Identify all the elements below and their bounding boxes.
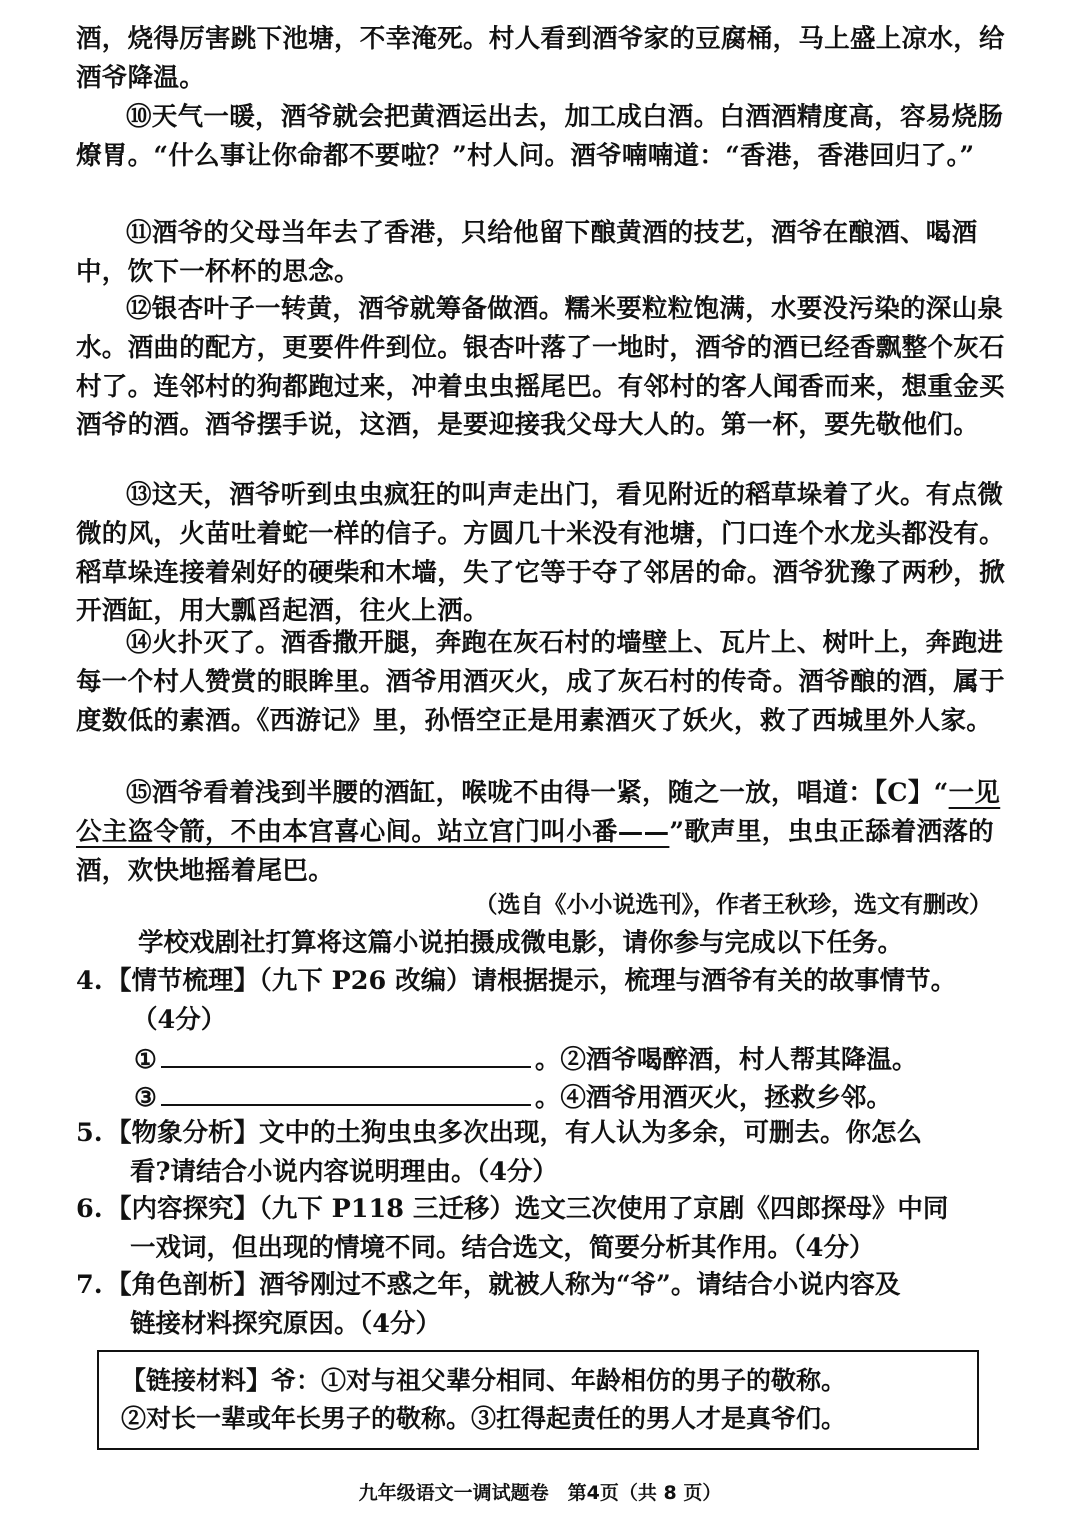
question-text-cont: 一戏词，但出现的情境不同。结合选文，简要分析其作用。（4分） — [130, 1232, 875, 1263]
blank-hint-4: 。④酒爷用酒灭火，拯救乡邻。 — [534, 1083, 892, 1113]
question-score: （4分） — [132, 1004, 227, 1035]
question-text: 【物象分析】文中的土狗虫虫多次出现，有人认为多余，可删去。你怎么 — [106, 1118, 923, 1148]
link-material-line-2: ②对长一辈或年长男子的敬称。③扛得起责任的男人才是真爷们。 — [121, 1404, 847, 1433]
blank-label-1: ① — [134, 1045, 157, 1075]
story-paragraph-15 — [76, 774, 1006, 890]
blank-label-3: ③ — [134, 1083, 157, 1113]
answer-blank-3[interactable] — [161, 1076, 531, 1106]
question-text: 【内容探究】（九下 P118 三迁移）选文三次使用了京剧《四郎探母》中同 — [106, 1194, 949, 1224]
question-text-cont: 看?请结合小说内容说明理由。（4分） — [130, 1156, 558, 1187]
plot-blank-row-1 — [134, 1038, 1004, 1079]
question-6 — [76, 1190, 1006, 1268]
question-number: 6. — [76, 1194, 103, 1224]
plot-blank-row-2 — [134, 1076, 1004, 1117]
story-paragraph-13: ⑬这天，酒爷听到虫虫疯狂的叫声走出门，看见附近的稻草垛着了火。有点微微的风，火苗吐着蛇一样的信子。方圆几十米没有池塘，门口连个水龙头都没有。稻草垛连接着剁好的硬柴和木墙，失了它等于夺了邻居的命。酒爷犹豫了两秒，掀开酒缸，用大瓢舀起酒，往火上洒。 — [76, 480, 1005, 627]
answer-blank-1[interactable] — [161, 1038, 531, 1068]
source-citation: （选自《小小说选刊》，作者王秋珍，选文有删改） — [474, 891, 992, 918]
link-material-box — [97, 1350, 979, 1450]
quote-open: “ — [933, 778, 949, 808]
story-paragraph-continued: 酒，烧得厉害跳下池塘，不幸淹死。村人看到酒爷家的豆腐桶，马上盛上凉水，给酒爷降温。 — [76, 24, 1005, 93]
question-number: 7. — [76, 1270, 103, 1300]
paragraph-15-tail: ”歌声里，虫虫正舔着洒落的酒，欢快地摇着尾巴。 — [76, 816, 994, 886]
question-text: 【情节梳理】（九下 P26 改编）请根据提示，梳理与酒爷有关的故事情节。 — [106, 966, 957, 996]
story-paragraph-11: ⑪酒爷的父母当年去了香港，只给他留下酿黄酒的技艺，酒爷在酿酒、喝酒中，饮下一杯杯的思念。 — [76, 218, 978, 287]
question-5 — [76, 1114, 1006, 1192]
question-text-cont: 链接材料探究原因。（4分） — [130, 1308, 441, 1339]
story-paragraph-14: ⑭火扑灭了。酒香撒开腿，奔跑在灰石村的墙壁上、瓦片上、树叶上，奔跑进每一个村人赞赏的眼眸里。酒爷用酒灭火，成了灰石村的传奇。酒爷酿的酒，属于度数低的素酒。《西游记》里，孙悟空正是用素酒灭了妖火，救了西城里外人家。 — [76, 628, 1005, 736]
underlined-opera-line: 一见公主盗令箭，不由本宫喜心间。站立宫门叫小番—— — [76, 778, 1001, 847]
paragraph-15-lead: ⑮酒爷看着浅到半腰的酒缸，喉咙不由得一紧，随之一放，唱道：【C】 — [126, 778, 934, 808]
link-material-line-1: 【链接材料】爷：①对与祖父辈分相同、年龄相仿的男子的敬称。 — [121, 1366, 847, 1395]
story-paragraph-10: ⑩天气一暖，酒爷就会把黄酒运出去，加工成白酒。白酒酒精度高，容易烧肠燎胃。“什么事让你命都不要啦？”村人问。酒爷喃喃道：“香港，香港回归了。” — [76, 102, 1004, 171]
page-footer: 九年级语文一调试题卷 第4页（共 8 页） — [358, 1482, 722, 1504]
question-4 — [76, 962, 1006, 1040]
question-number: 5. — [76, 1118, 103, 1148]
question-number: 4. — [76, 966, 103, 996]
blank-hint-2: 。②酒爷喝醉酒，村人帮其降温。 — [534, 1045, 918, 1075]
question-7 — [76, 1266, 1006, 1344]
task-intro: 学校戏剧社打算将这篇小说拍摄成微电影，请你参与完成以下任务。 — [138, 928, 904, 958]
story-paragraph-12: ⑫银杏叶子一转黄，酒爷就筹备做酒。糯米要粒粒饱满，水要没污染的深山泉水。酒曲的配方，更要件件到位。银杏叶落了一地时，酒爷的酒已经香飘整个灰石村了。连邻村的狗都跑过来，冲着虫虫摇尾巴。有邻村的客人闻香而来，想重金买酒爷的酒。酒爷摆手说，这酒，是要迎接我父母大人的。第一杯，要先敬他们。 — [76, 294, 1005, 441]
question-text: 【角色剖析】酒爷刚过不惑之年，就被人称为“爷”。请结合小说内容及 — [106, 1270, 901, 1300]
